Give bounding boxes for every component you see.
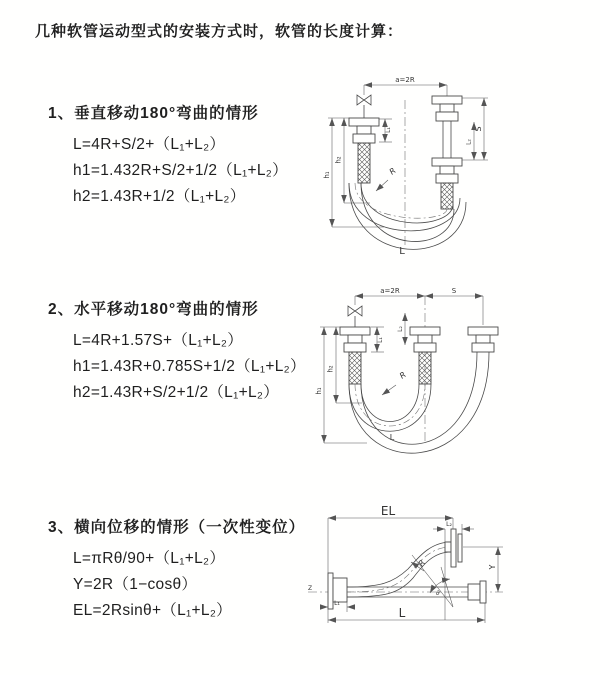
radius-label: R (387, 166, 398, 177)
diagram-lateral-displacement (300, 505, 600, 655)
braided-hose (349, 352, 361, 384)
moving-end-fitting-upper (432, 96, 462, 158)
formula-h2: h2=1.43R+1/2（L₁+L₂） (73, 188, 246, 205)
moving-end-fitting-lower (432, 158, 462, 209)
formula-h1: h1=1.43R+0.785S+1/2（L₁+L₂） (73, 358, 306, 375)
section-3 (48, 518, 305, 620)
dim-l2-label: L₂ (397, 326, 404, 332)
braided-hose (419, 352, 431, 384)
moving-end-fitting-original (410, 327, 440, 384)
dim-l1-label: L₁ (334, 600, 340, 607)
dim-s (462, 98, 488, 160)
section-2-heading: 2、水平移动180°弯曲的情形 (48, 301, 259, 318)
fixed-end-fitting (349, 118, 379, 183)
section-1 (48, 104, 288, 206)
dim-l1 (379, 119, 392, 142)
radius-callout (376, 166, 398, 191)
dim-h2-label: h₂ (326, 365, 335, 373)
dim-el (328, 504, 453, 573)
braided-hose (441, 183, 453, 209)
dim-l2-label: L₂ (446, 521, 452, 528)
diagram-vertical-movement-u-bend (312, 72, 512, 257)
dim-l2 (466, 122, 475, 160)
dim-l1 (320, 600, 355, 612)
length-label: L (398, 606, 406, 620)
section-2 (48, 300, 306, 402)
displaced-end-flange (445, 529, 462, 567)
dim-y-label: Y (488, 564, 497, 570)
dim-s (425, 287, 483, 325)
length-label: L (399, 246, 405, 257)
theta-label: θ (436, 590, 440, 597)
axis-mark: Z (308, 585, 313, 592)
section-1-heading: 1、垂直移动180°弯曲的情形 (48, 105, 259, 122)
dim-h2-label: h₂ (334, 156, 343, 164)
valve-icon (348, 306, 362, 327)
dim-l1-label: L₁ (377, 337, 384, 343)
dim-l2-label: L₂ (465, 139, 473, 145)
diagram-horizontal-movement-u-bend (312, 283, 512, 455)
dim-l1-label: L₁ (385, 127, 392, 133)
formula-h2: h2=1.43R+S/2+1/2（L₁+L₂） (73, 384, 280, 401)
dim-s-label: S (451, 287, 457, 295)
dim-el-label: EL (380, 504, 396, 518)
formula-length: L=4R+S/2+（L₁+L₂） (73, 136, 226, 153)
dim-a2r-label: a=2R (380, 287, 400, 295)
moving-end-fitting-shifted (468, 327, 498, 352)
formula-y: Y=2R（1−cosθ） (73, 576, 198, 593)
radius-callout (382, 370, 408, 395)
formula-length: L=πRθ/90+（L₁+L₂） (73, 550, 226, 567)
dim-l2 (397, 313, 405, 345)
page-title: 几种软管运动型式的安装方式时，软管的长度计算： (35, 23, 404, 40)
formula-el: EL=2Rsinθ+（L₁+L₂） (73, 602, 232, 619)
dim-h1-label: h₁ (323, 171, 331, 179)
fixed-end-fitting (340, 327, 370, 384)
original-end-flange (468, 581, 486, 603)
length-label: L (389, 433, 395, 442)
dim-l (328, 603, 485, 623)
displaced-hose-s-curve (347, 542, 451, 597)
valve-icon (357, 95, 371, 118)
dim-a2r (355, 287, 425, 305)
dim-h1-label: h₁ (315, 387, 323, 395)
dim-a2r-label: a=2R (395, 76, 415, 84)
formula-h1: h1=1.432R+S/2+1/2（L₁+L₂） (73, 162, 288, 179)
braided-hose (358, 143, 370, 183)
section-3-heading: 3、横向位移的情形（一次性变位） (48, 519, 306, 536)
dim-s-label: S (474, 126, 483, 132)
dim-l1 (371, 327, 384, 352)
radius-callout (411, 558, 427, 571)
radius-label: R (416, 558, 428, 569)
formula-length: L=4R+1.57S+（L₁+L₂） (73, 332, 244, 349)
dim-a2r (364, 76, 447, 96)
radius-label: R (397, 370, 408, 381)
